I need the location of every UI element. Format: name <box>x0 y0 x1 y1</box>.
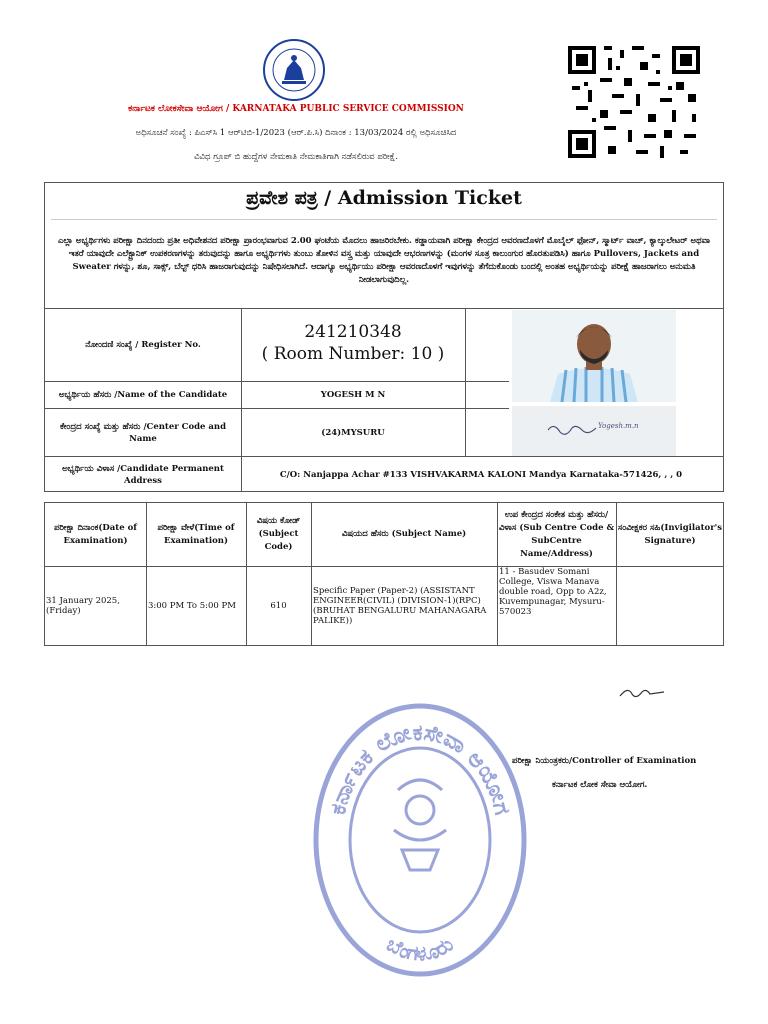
exam-date: 31 January 2025, (Friday) <box>46 596 120 616</box>
signature-scan <box>512 406 676 456</box>
candidate-name: YOGESH M N <box>320 390 386 400</box>
invigilator-signature <box>618 567 722 645</box>
exam-instructions: ಎಲ್ಲಾ ಅಭ್ಯರ್ಥಿಗಳು ಪರೀಕ್ಷಾ ದಿನದಂದು ಪ್ರತೀ ಅಧಿವೇಶನದ ಪರೀಕ್ಷಾ ಪ್ರಾರಂಭವಾಗುವ 2.00 ಘಂಟೆಯ ಮೊದಲು ಹಾಜರಿರಬೇಕು. ಕಡ್ಡಾಯವಾಗಿ ಪರೀಕ್ಷಾ ಕೇಂದ್ರದ ಆವರಣದೊಳಗೆ ಮೊಬೈಲ್ ಫೋನ್, ಸ್ಮಾರ್ಟ್ ವಾಚ್, ಕ್ಯಾಲ್ಕುಲೇಟರ್ ಅಥವಾ ಇತರೆ ಯಾವುದೇ ಎಲೆಕ್ಟ್ರಾನಿಕ್ ಉಪಕರಣಗಳನ್ನು ತರುವುದನ್ನು ಹಾಗೂ ಅಭ್ಯರ್ಥಿಗಳು ತುಂಬು ತೋಳಿನ ವಸ್ತ್ರ ಮತ್ತು ಯಾವುದೇ ಆಭರಣಗಳನ್ನು (ಮಂಗಳ ಸೂತ್ರ ಕಾಲುಂಗುರ ಹೊರತುಪಡಿಸಿ) ಹಾಗೂ Pullovers, Jackets and Sweater ಗಳನ್ನು, ಶೂ, ಸಾಕ್ಸ್, ಬೆಲ್ಟ್ ಧರಿಸಿ ಹಾಜರಾಗುವುದನ್ನು ನಿಷೇಧಿಸಲಾಗಿದೆ. ಆದಾಗ್ಯೂ ಅಭ್ಯರ್ಥಿಯು ಪರೀಕ್ಷಾ ಆವರಣದೊಳಗೆ ಇವುಗಳನ್ನು ತೆಗೆದುಕೊಂಡು ಬಂದಲ್ಲಿ ಅಂತಹ ಅಭ್ಯರ್ಥಿಯನ್ನು ಪರೀಕ್ಷೆ ಹಾಜರಾಗಲು ಅನುಮತಿ ನೀಡಲಾಗುವುದಿಲ್ಲ. <box>57 236 711 285</box>
controller-title: ಪರೀಕ್ಷಾ ನಿಯಂತ್ರಕರು/Controller of Examination <box>512 756 697 766</box>
qr-code <box>568 46 700 158</box>
center-label: ಕೇಂದ್ರದ ಸಂಖ್ಯೆ ಮತ್ತು ಹೆಸರು /Center Code and Name <box>59 421 227 444</box>
column-header-subject-code: ವಿಷಯ ಕೋಡ್ (Subject Code) <box>256 516 301 552</box>
signature-text: Yogesh.m.n <box>598 422 639 430</box>
controller-organisation: ಕರ್ನಾಟಕ ಲೋಕ ಸೇವಾ ಆಯೋಗ. <box>552 780 648 790</box>
column-header-subject-name: ವಿಷಯದ ಹೆಸರು (Subject Name) <box>341 529 467 539</box>
title-divider <box>51 219 717 220</box>
divider <box>241 308 242 456</box>
seal-city: ಬೆಂಗಳೂರು <box>382 931 458 967</box>
subcentre-address: 11 - Basudev Somani College, Viswa Manava double road, Opp to A2z, Kuvempunagar, Mysuru-570023 <box>499 567 607 617</box>
register-label: ನೋಂದಣಿ ಸಂಖ್ಯೆ / Register No. <box>85 340 201 350</box>
notification-line: ಅಧಿಸೂಚನೆ ಸಂಖ್ಯೆ : ಪಿಎಸ್‌ಸಿ 1 ಆರ್‌ಟಿಬಿ-1/2023 (ಆರ್.ಪಿ.ಸಿ) ದಿನಾಂಕ : 13/03/2024 ರಲ್ಲಿ ಅಧಿಸೂಚಿಸಿದ <box>135 128 457 138</box>
commission-name: ಕರ್ನಾಟಕ ಲೋಕಸೇವಾ ಆಯೋಗ / KARNATAKA PUBLIC SERVICE COMMISSION <box>128 104 464 114</box>
candidate-photo <box>512 310 676 402</box>
register-number: 241210348 <box>304 322 402 342</box>
divider <box>241 456 242 492</box>
divider <box>465 308 466 456</box>
address-label: ಅಭ್ಯರ್ಥಿಯ ವಿಳಾಸ /Candidate Permanent Address <box>62 463 224 486</box>
column-header-subcentre: ಉಪ ಕೇಂದ್ರದ ಸಂಕೇತ ಮತ್ತು ಹೆಸರು/ವಿಳಾಸ (Sub Centre Code & SubCentre Name/Address) <box>498 509 615 559</box>
emblem-icon <box>394 780 446 870</box>
candidate-signature <box>512 406 676 456</box>
controller-signature <box>618 684 666 702</box>
kpsc-logo <box>262 38 326 102</box>
column-header-time: ಪರೀಕ್ಷಾ ವೇಳೆ(Time of Examination) <box>157 522 235 546</box>
column-header-date: ಪರೀಕ್ಷಾ ದಿನಾಂಕ(Date of Examination) <box>54 522 137 546</box>
ticket-title: ಪ್ರವೇಶ ಪತ್ರ / Admission Ticket <box>246 187 522 209</box>
column-header-invigilator: ಸಂವೀಕ್ಷಕರ ಸಹಿ(Invigilator's Signature) <box>617 522 723 546</box>
candidate-name-label: ಅಭ್ಯರ್ಥಿಯ ಹೆಸರು /Name of the Candidate <box>58 390 228 400</box>
center-value: (24)MYSURU <box>321 427 385 438</box>
seal-text: ಕರ್ನಾಟಕ ಲೋಕಸೇವಾ ಆಯೋಗ <box>325 720 515 818</box>
exam-time: 3:00 PM To 5:00 PM <box>148 601 236 611</box>
room-number: ( Room Number: 10 ) <box>261 344 445 364</box>
exam-schedule-table <box>44 502 724 646</box>
subject-name: Specific Paper (Paper-2) (ASSISTANT ENGINEER(CIVIL) (DIVISION-1)(RPC) (BRUHAT BENGALURU MAHANAGARA PALIKE)) <box>313 586 487 626</box>
recruitment-line: ವಿವಿಧ ಗ್ರೂಪ್ ಬಿ ಹುದ್ದೆಗಳ ನೇಮಕಾತಿ ನೇಮಕಾತಿಗಾಗಿ ನಡೆಸಲಿರುವ ಪರೀಕ್ಷೆ. <box>194 152 398 162</box>
address-value: C/O: Nanjappa Achar #133 VISHVAKARMA KALONI Mandya Karnataka-571426, , , 0 <box>279 469 683 480</box>
subject-code: 610 <box>270 601 287 611</box>
svg-text:ಬೆಂಗಳೂರು <box>383 932 458 967</box>
official-seal <box>310 700 530 980</box>
